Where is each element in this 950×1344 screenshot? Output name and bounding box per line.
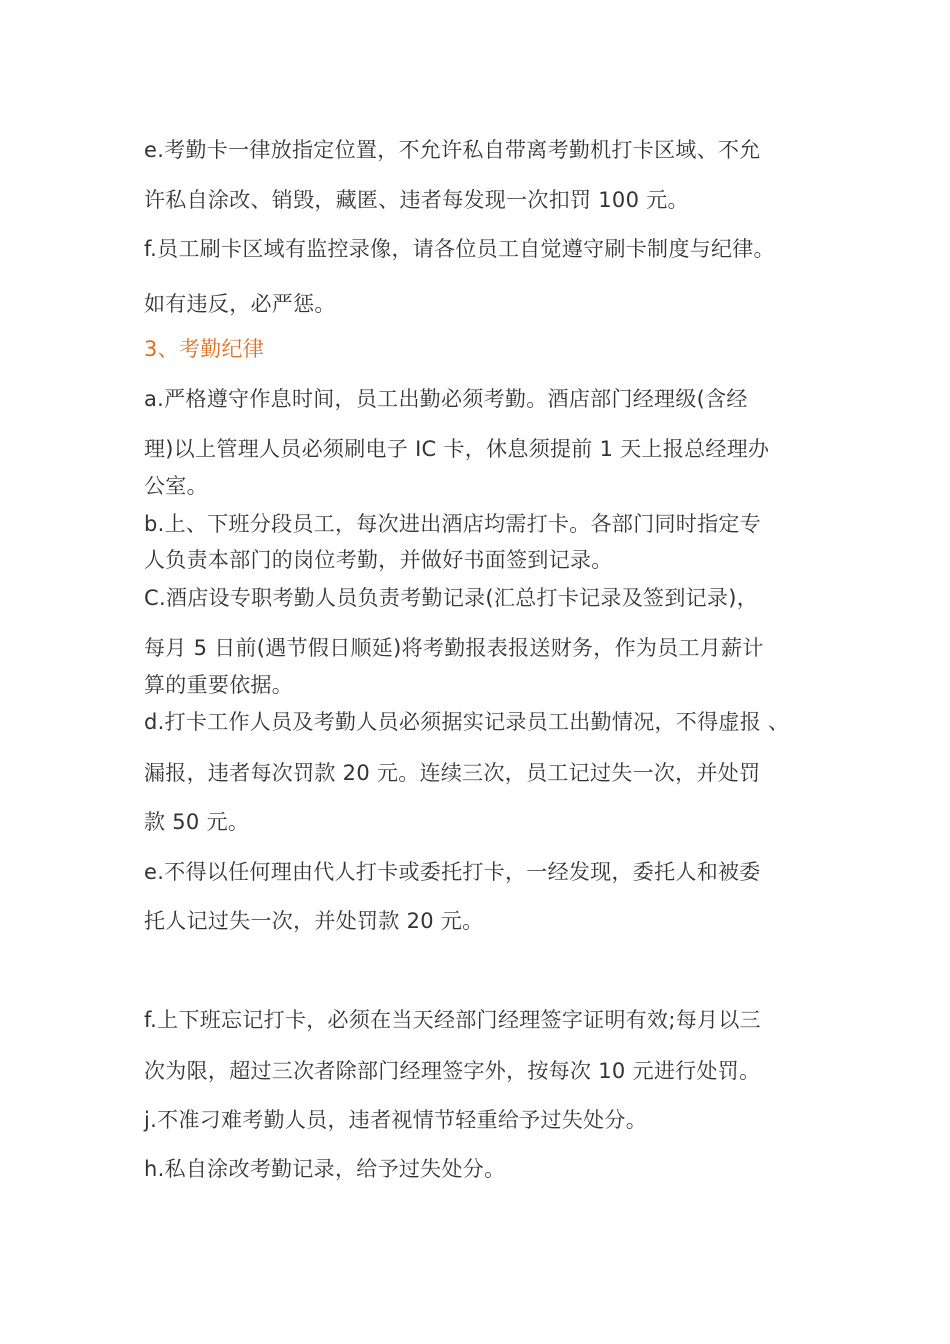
rule-d-line-3: 款 50 元。 [144,810,250,834]
rule-f-forgot-line-2: 次为限，超过三次者除部门经理签字外，按每次 10 元进行处罚。 [144,1059,761,1083]
section-heading-attendance-discipline: 3、考勤纪律 [144,337,265,361]
rule-e-proxy-line-2: 托人记过失一次，并处罚款 20 元。 [144,909,484,933]
rule-d-line-2: 漏报，违者每次罚款 20 元。连续三次，员工记过失一次，并处罚 [144,761,761,785]
rule-e-card-placement-line-2: 许私自涂改、销毁，藏匿、违者每发现一次扣罚 100 元。 [144,188,689,212]
rule-j-line: j.不准刁难考勤人员，违者视情节轻重给予过失处分。 [144,1108,648,1132]
rule-c-line-1: C.酒店设专职考勤人员负责考勤记录(汇总打卡记录及签到记录)， [144,586,759,610]
rule-c-line-3: 算的重要依据。 [144,673,294,697]
rule-b-line-2: 人负责本部门的岗位考勤，并做好书面签到记录。 [144,548,613,572]
rule-b-line-1: b.上、下班分段员工，每次进出酒店均需打卡。各部门同时指定专 [144,512,762,536]
rule-a-line-1: a.严格遵守作息时间，员工出勤必须考勤。酒店部门经理级(含经 [144,387,748,411]
rule-f-surveillance-line-1: f.员工刷卡区域有监控录像，请各位员工自觉遵守刷卡制度与纪律。 [144,237,775,261]
rule-h-line: h.私自涂改考勤记录，给予过失处分。 [144,1157,506,1181]
rule-c-line-2: 每月 5 日前(遇节假日顺延)将考勤报表报送财务，作为员工月薪计 [144,636,764,660]
rule-e-proxy-line-1: e.不得以任何理由代人打卡或委托打卡，一经发现，委托人和被委 [144,860,761,884]
rule-d-line-1: d.打卡工作人员及考勤人员必须据实记录员工出勤情况，不得虚报 、 [144,710,790,734]
rule-e-card-placement-line-1: e.考勤卡一律放指定位置，不允许私自带离考勤机打卡区域、不允 [144,138,761,162]
rule-a-line-3: 公室。 [144,474,208,498]
rule-f-forgot-line-1: f.上下班忘记打卡，必须在当天经部门经理签字证明有效;每月以三 [144,1008,761,1032]
rule-a-line-2: 理)以上管理人员必须刷电子 IC 卡，休息须提前 1 天上报总经理办 [144,437,770,461]
rule-f-surveillance-line-2: 如有违反，必严惩。 [144,292,336,316]
